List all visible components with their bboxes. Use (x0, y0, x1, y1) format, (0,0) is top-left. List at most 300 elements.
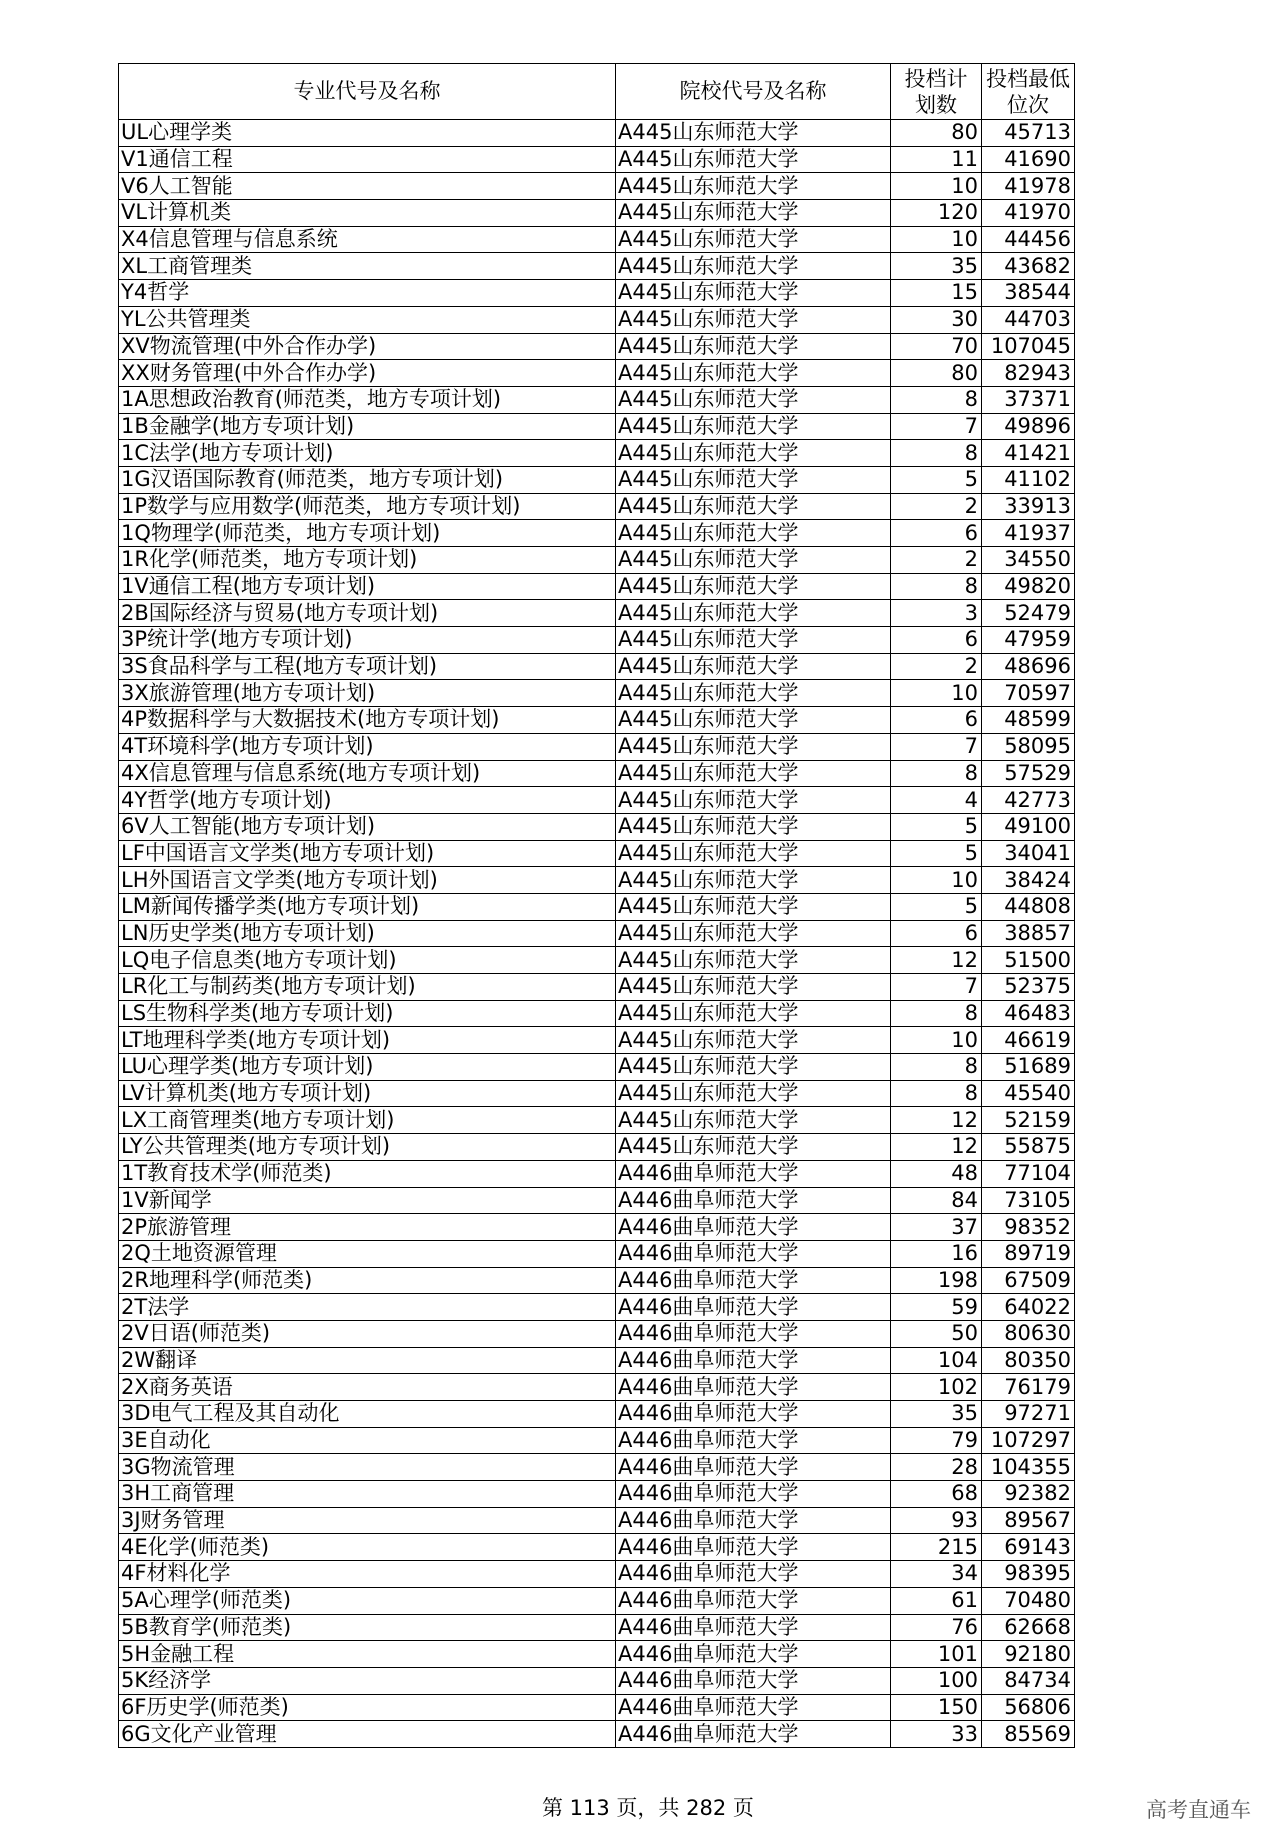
cell-school: A445山东师范大学 (616, 1027, 891, 1054)
table-header-row (119, 64, 1075, 120)
cell-plan-count: 50 (891, 1320, 982, 1347)
cell-min-rank: 41937 (982, 520, 1075, 547)
cell-plan-count: 84 (891, 1187, 982, 1214)
cell-plan-count: 80 (891, 120, 982, 147)
cell-major: 4T环境科学(地方专项计划) (119, 733, 616, 760)
table-row (119, 1294, 1075, 1321)
cell-min-rank: 45713 (982, 120, 1075, 147)
table-row (119, 1187, 1075, 1214)
cell-plan-count: 48 (891, 1160, 982, 1187)
cell-school: A445山东师范大学 (616, 867, 891, 894)
cell-min-rank: 76179 (982, 1374, 1075, 1401)
table-row (119, 1374, 1075, 1401)
cell-min-rank: 46619 (982, 1027, 1075, 1054)
cell-major: 5A心理学(师范类) (119, 1587, 616, 1614)
cell-plan-count: 33 (891, 1721, 982, 1748)
cell-school: A445山东师范大学 (616, 440, 891, 467)
cell-school: A445山东师范大学 (616, 466, 891, 493)
cell-plan-count: 150 (891, 1694, 982, 1721)
cell-major: X4信息管理与信息系统 (119, 226, 616, 253)
table-row (119, 1694, 1075, 1721)
table-row (119, 493, 1075, 520)
table-row (119, 1667, 1075, 1694)
table-row (119, 1107, 1075, 1134)
cell-min-rank: 62668 (982, 1614, 1075, 1641)
table-row (119, 306, 1075, 333)
cell-plan-count: 28 (891, 1454, 982, 1481)
cell-min-rank: 49820 (982, 573, 1075, 600)
cell-school: A446曲阜师范大学 (616, 1214, 891, 1241)
table-row (119, 1054, 1075, 1081)
table-row (119, 1134, 1075, 1161)
cell-min-rank: 34041 (982, 840, 1075, 867)
cell-plan-count: 12 (891, 1134, 982, 1161)
admission-table (118, 63, 1075, 1748)
cell-major: 1B金融学(地方专项计划) (119, 413, 616, 440)
cell-min-rank: 97271 (982, 1401, 1075, 1428)
cell-min-rank: 92180 (982, 1641, 1075, 1668)
cell-min-rank: 69143 (982, 1534, 1075, 1561)
cell-plan-count: 61 (891, 1587, 982, 1614)
table-row (119, 627, 1075, 654)
cell-school: A445山东师范大学 (616, 386, 891, 413)
cell-min-rank: 58095 (982, 733, 1075, 760)
cell-school: A446曲阜师范大学 (616, 1507, 891, 1534)
cell-min-rank: 89567 (982, 1507, 1075, 1534)
cell-major: 6G文化产业管理 (119, 1721, 616, 1748)
cell-min-rank: 104355 (982, 1454, 1075, 1481)
table-row (119, 200, 1075, 227)
cell-plan-count: 102 (891, 1374, 982, 1401)
cell-school: A445山东师范大学 (616, 413, 891, 440)
table-row (119, 547, 1075, 574)
cell-min-rank: 44703 (982, 306, 1075, 333)
cell-min-rank: 44808 (982, 893, 1075, 920)
cell-min-rank: 67509 (982, 1267, 1075, 1294)
table-row (119, 280, 1075, 307)
cell-major: LV计算机类(地方专项计划) (119, 1080, 616, 1107)
cell-major: 6V人工智能(地方专项计划) (119, 813, 616, 840)
cell-school: A446曲阜师范大学 (616, 1641, 891, 1668)
cell-school: A445山东师范大学 (616, 733, 891, 760)
cell-school: A446曲阜师范大学 (616, 1721, 891, 1748)
table-row (119, 1160, 1075, 1187)
cell-min-rank: 77104 (982, 1160, 1075, 1187)
cell-school: A445山东师范大学 (616, 1134, 891, 1161)
cell-school: A445山东师范大学 (616, 600, 891, 627)
table-row (119, 653, 1075, 680)
table-row (119, 466, 1075, 493)
cell-plan-count: 5 (891, 893, 982, 920)
cell-school: A445山东师范大学 (616, 787, 891, 814)
table-row (119, 120, 1075, 147)
cell-min-rank: 49896 (982, 413, 1075, 440)
cell-min-rank: 41970 (982, 200, 1075, 227)
cell-school: A445山东师范大学 (616, 680, 891, 707)
table-row (119, 893, 1075, 920)
cell-plan-count: 5 (891, 840, 982, 867)
table-row (119, 1427, 1075, 1454)
cell-school: A445山东师范大学 (616, 1054, 891, 1081)
cell-school: A445山东师范大学 (616, 707, 891, 734)
cell-plan-count: 8 (891, 1054, 982, 1081)
table-row (119, 573, 1075, 600)
cell-min-rank: 55875 (982, 1134, 1075, 1161)
header-rank-line1: 投档最低 (986, 66, 1070, 91)
cell-school: A446曲阜师范大学 (616, 1614, 891, 1641)
cell-school: A445山东师范大学 (616, 920, 891, 947)
cell-min-rank: 51500 (982, 947, 1075, 974)
cell-plan-count: 80 (891, 360, 982, 387)
cell-min-rank: 107045 (982, 333, 1075, 360)
cell-plan-count: 7 (891, 413, 982, 440)
cell-min-rank: 92382 (982, 1481, 1075, 1508)
cell-major: 5H金融工程 (119, 1641, 616, 1668)
header-major: 专业代号及名称 (119, 64, 616, 120)
cell-min-rank: 38857 (982, 920, 1075, 947)
cell-major: 3P统计学(地方专项计划) (119, 627, 616, 654)
cell-plan-count: 12 (891, 1107, 982, 1134)
cell-school: A446曲阜师范大学 (616, 1694, 891, 1721)
cell-school: A446曲阜师范大学 (616, 1401, 891, 1428)
cell-school: A445山东师范大学 (616, 1107, 891, 1134)
table-row (119, 1000, 1075, 1027)
table-row (119, 974, 1075, 1001)
header-plan-line1: 投档计 (904, 66, 968, 91)
cell-min-rank: 89719 (982, 1240, 1075, 1267)
table-row (119, 1507, 1075, 1534)
header-plan-line2: 划数 (915, 92, 957, 117)
table-row (119, 520, 1075, 547)
table-row (119, 813, 1075, 840)
cell-school: A446曲阜师范大学 (616, 1187, 891, 1214)
cell-min-rank: 51689 (982, 1054, 1075, 1081)
cell-major: 1A思想政治教育(师范类，地方专项计划) (119, 386, 616, 413)
table-row (119, 1587, 1075, 1614)
cell-min-rank: 43682 (982, 253, 1075, 280)
cell-major: 2B国际经济与贸易(地方专项计划) (119, 600, 616, 627)
cell-min-rank: 80350 (982, 1347, 1075, 1374)
cell-major: 3E自动化 (119, 1427, 616, 1454)
cell-plan-count: 15 (891, 280, 982, 307)
cell-major: LN历史学类(地方专项计划) (119, 920, 616, 947)
cell-plan-count: 7 (891, 733, 982, 760)
cell-major: 5B教育学(师范类) (119, 1614, 616, 1641)
table-row (119, 947, 1075, 974)
table-row (119, 360, 1075, 387)
cell-plan-count: 120 (891, 200, 982, 227)
cell-plan-count: 76 (891, 1614, 982, 1641)
cell-plan-count: 6 (891, 707, 982, 734)
cell-major: 4Y哲学(地方专项计划) (119, 787, 616, 814)
cell-min-rank: 41690 (982, 146, 1075, 173)
cell-plan-count: 8 (891, 1080, 982, 1107)
table-row (119, 1454, 1075, 1481)
cell-plan-count: 5 (891, 813, 982, 840)
cell-min-rank: 34550 (982, 547, 1075, 574)
cell-plan-count: 59 (891, 1294, 982, 1321)
cell-plan-count: 4 (891, 787, 982, 814)
cell-major: 1Q物理学(师范类，地方专项计划) (119, 520, 616, 547)
cell-major: 2T法学 (119, 1294, 616, 1321)
cell-school: A445山东师范大学 (616, 280, 891, 307)
cell-school: A445山东师范大学 (616, 146, 891, 173)
cell-plan-count: 93 (891, 1507, 982, 1534)
cell-major: 2R地理科学(师范类) (119, 1267, 616, 1294)
cell-major: LM新闻传播学类(地方专项计划) (119, 893, 616, 920)
cell-major: LQ电子信息类(地方专项计划) (119, 947, 616, 974)
cell-plan-count: 79 (891, 1427, 982, 1454)
cell-major: 6F历史学(师范类) (119, 1694, 616, 1721)
table-row (119, 1240, 1075, 1267)
table-row (119, 1320, 1075, 1347)
cell-school: A445山东师范大学 (616, 360, 891, 387)
cell-major: 1V新闻学 (119, 1187, 616, 1214)
table-row (119, 1347, 1075, 1374)
cell-min-rank: 84734 (982, 1667, 1075, 1694)
cell-plan-count: 5 (891, 466, 982, 493)
cell-major: LX工商管理类(地方专项计划) (119, 1107, 616, 1134)
table-row (119, 707, 1075, 734)
cell-school: A446曲阜师范大学 (616, 1347, 891, 1374)
table-row (119, 440, 1075, 467)
cell-plan-count: 8 (891, 1000, 982, 1027)
cell-major: Y4哲学 (119, 280, 616, 307)
cell-min-rank: 70480 (982, 1587, 1075, 1614)
cell-major: LR化工与制药类(地方专项计划) (119, 974, 616, 1001)
cell-plan-count: 6 (891, 920, 982, 947)
cell-min-rank: 48696 (982, 653, 1075, 680)
cell-min-rank: 107297 (982, 1427, 1075, 1454)
cell-major: 3D电气工程及其自动化 (119, 1401, 616, 1428)
table-row (119, 226, 1075, 253)
cell-school: A445山东师范大学 (616, 173, 891, 200)
cell-min-rank: 45540 (982, 1080, 1075, 1107)
header-school: 院校代号及名称 (616, 64, 891, 120)
cell-major: 1T教育技术学(师范类) (119, 1160, 616, 1187)
table-row (119, 1534, 1075, 1561)
cell-plan-count: 10 (891, 173, 982, 200)
cell-school: A445山东师范大学 (616, 520, 891, 547)
cell-major: V6人工智能 (119, 173, 616, 200)
table-row (119, 1267, 1075, 1294)
cell-major: LT地理科学类(地方专项计划) (119, 1027, 616, 1054)
cell-major: 1G汉语国际教育(师范类，地方专项计划) (119, 466, 616, 493)
cell-min-rank: 41102 (982, 466, 1075, 493)
cell-min-rank: 56806 (982, 1694, 1075, 1721)
table-row (119, 1080, 1075, 1107)
cell-major: XV物流管理(中外合作办学) (119, 333, 616, 360)
cell-major: LH外国语言文学类(地方专项计划) (119, 867, 616, 894)
table-row (119, 1027, 1075, 1054)
cell-plan-count: 70 (891, 333, 982, 360)
cell-school: A445山东师范大学 (616, 493, 891, 520)
table-row (119, 1481, 1075, 1508)
cell-plan-count: 2 (891, 653, 982, 680)
cell-min-rank: 38424 (982, 867, 1075, 894)
table-row (119, 146, 1075, 173)
cell-major: 2X商务英语 (119, 1374, 616, 1401)
cell-major: 4E化学(师范类) (119, 1534, 616, 1561)
cell-plan-count: 37 (891, 1214, 982, 1241)
cell-school: A445山东师范大学 (616, 573, 891, 600)
cell-plan-count: 10 (891, 680, 982, 707)
cell-plan-count: 16 (891, 1240, 982, 1267)
cell-plan-count: 10 (891, 226, 982, 253)
cell-major: 2P旅游管理 (119, 1214, 616, 1241)
cell-plan-count: 101 (891, 1641, 982, 1668)
cell-min-rank: 41421 (982, 440, 1075, 467)
cell-min-rank: 33913 (982, 493, 1075, 520)
table-row (119, 680, 1075, 707)
cell-major: 2Q土地资源管理 (119, 1240, 616, 1267)
cell-min-rank: 98352 (982, 1214, 1075, 1241)
cell-major: 1R化学(师范类，地方专项计划) (119, 547, 616, 574)
cell-min-rank: 70597 (982, 680, 1075, 707)
cell-school: A445山东师范大学 (616, 306, 891, 333)
cell-min-rank: 52375 (982, 974, 1075, 1001)
cell-plan-count: 6 (891, 627, 982, 654)
cell-major: 1V通信工程(地方专项计划) (119, 573, 616, 600)
table-row (119, 920, 1075, 947)
cell-school: A445山东师范大学 (616, 253, 891, 280)
cell-min-rank: 49100 (982, 813, 1075, 840)
cell-school: A446曲阜师范大学 (616, 1267, 891, 1294)
cell-school: A446曲阜师范大学 (616, 1240, 891, 1267)
page-info: 第 113 页，共 282 页 (542, 1796, 754, 1820)
cell-min-rank: 64022 (982, 1294, 1075, 1321)
table-row (119, 787, 1075, 814)
table-row (119, 840, 1075, 867)
cell-school: A445山东师范大学 (616, 120, 891, 147)
cell-min-rank: 48599 (982, 707, 1075, 734)
cell-min-rank: 98395 (982, 1561, 1075, 1588)
cell-plan-count: 8 (891, 573, 982, 600)
cell-school: A445山东师范大学 (616, 226, 891, 253)
cell-plan-count: 11 (891, 146, 982, 173)
cell-school: A445山东师范大学 (616, 1000, 891, 1027)
cell-major: VL计算机类 (119, 200, 616, 227)
cell-min-rank: 38544 (982, 280, 1075, 307)
cell-school: A446曲阜师范大学 (616, 1294, 891, 1321)
cell-school: A446曲阜师范大学 (616, 1667, 891, 1694)
cell-plan-count: 10 (891, 867, 982, 894)
cell-min-rank: 52159 (982, 1107, 1075, 1134)
cell-plan-count: 8 (891, 440, 982, 467)
cell-school: A446曲阜师范大学 (616, 1561, 891, 1588)
cell-major: XX财务管理(中外合作办学) (119, 360, 616, 387)
cell-plan-count: 198 (891, 1267, 982, 1294)
table-row (119, 1614, 1075, 1641)
cell-plan-count: 7 (891, 974, 982, 1001)
cell-plan-count: 8 (891, 386, 982, 413)
cell-plan-count: 215 (891, 1534, 982, 1561)
cell-school: A446曲阜师范大学 (616, 1160, 891, 1187)
cell-major: 3J财务管理 (119, 1507, 616, 1534)
cell-plan-count: 2 (891, 547, 982, 574)
cell-plan-count: 6 (891, 520, 982, 547)
cell-min-rank: 46483 (982, 1000, 1075, 1027)
cell-min-rank: 80630 (982, 1320, 1075, 1347)
cell-major: 3G物流管理 (119, 1454, 616, 1481)
cell-major: V1通信工程 (119, 146, 616, 173)
table-row (119, 1641, 1075, 1668)
cell-min-rank: 52479 (982, 600, 1075, 627)
cell-major: 4F材料化学 (119, 1561, 616, 1588)
cell-min-rank: 44456 (982, 226, 1075, 253)
cell-major: 1P数学与应用数学(师范类，地方专项计划) (119, 493, 616, 520)
table-row (119, 867, 1075, 894)
cell-school: A445山东师范大学 (616, 840, 891, 867)
header-plan (891, 64, 982, 120)
cell-major: 4X信息管理与信息系统(地方专项计划) (119, 760, 616, 787)
header-rank-line2: 位次 (1007, 92, 1049, 117)
cell-min-rank: 85569 (982, 1721, 1075, 1748)
cell-plan-count: 3 (891, 600, 982, 627)
cell-plan-count: 12 (891, 947, 982, 974)
table-row (119, 600, 1075, 627)
cell-major: 3S食品科学与工程(地方专项计划) (119, 653, 616, 680)
cell-plan-count: 35 (891, 1401, 982, 1428)
cell-school: A446曲阜师范大学 (616, 1427, 891, 1454)
table-row (119, 333, 1075, 360)
cell-school: A446曲阜师范大学 (616, 1320, 891, 1347)
table-row (119, 413, 1075, 440)
cell-plan-count: 35 (891, 253, 982, 280)
cell-min-rank: 42773 (982, 787, 1075, 814)
cell-school: A445山东师范大学 (616, 200, 891, 227)
table-row (119, 386, 1075, 413)
table-row (119, 173, 1075, 200)
cell-school: A445山东师范大学 (616, 1080, 891, 1107)
cell-major: 1C法学(地方专项计划) (119, 440, 616, 467)
cell-plan-count: 2 (891, 493, 982, 520)
cell-plan-count: 104 (891, 1347, 982, 1374)
cell-major: XL工商管理类 (119, 253, 616, 280)
cell-min-rank: 41978 (982, 173, 1075, 200)
table-body (119, 120, 1075, 1748)
watermark: 高考直通车 (1146, 1798, 1251, 1822)
cell-plan-count: 10 (891, 1027, 982, 1054)
cell-major: LS生物科学类(地方专项计划) (119, 1000, 616, 1027)
cell-school: A446曲阜师范大学 (616, 1534, 891, 1561)
cell-school: A445山东师范大学 (616, 947, 891, 974)
cell-school: A445山东师范大学 (616, 547, 891, 574)
cell-min-rank: 57529 (982, 760, 1075, 787)
cell-min-rank: 37371 (982, 386, 1075, 413)
cell-min-rank: 73105 (982, 1187, 1075, 1214)
cell-major: 3X旅游管理(地方专项计划) (119, 680, 616, 707)
cell-major: LU心理学类(地方专项计划) (119, 1054, 616, 1081)
cell-school: A445山东师范大学 (616, 974, 891, 1001)
table-row (119, 1214, 1075, 1241)
table-row (119, 733, 1075, 760)
cell-major: 2V日语(师范类) (119, 1320, 616, 1347)
cell-school: A446曲阜师范大学 (616, 1587, 891, 1614)
cell-min-rank: 47959 (982, 627, 1075, 654)
table-row (119, 1721, 1075, 1748)
cell-major: 3H工商管理 (119, 1481, 616, 1508)
table-row (119, 253, 1075, 280)
cell-major: YL公共管理类 (119, 306, 616, 333)
cell-plan-count: 8 (891, 760, 982, 787)
cell-school: A446曲阜师范大学 (616, 1374, 891, 1401)
cell-major: 4P数据科学与大数据技术(地方专项计划) (119, 707, 616, 734)
cell-major: UL心理学类 (119, 120, 616, 147)
cell-major: 5K经济学 (119, 1667, 616, 1694)
header-rank (982, 64, 1075, 120)
cell-school: A445山东师范大学 (616, 333, 891, 360)
